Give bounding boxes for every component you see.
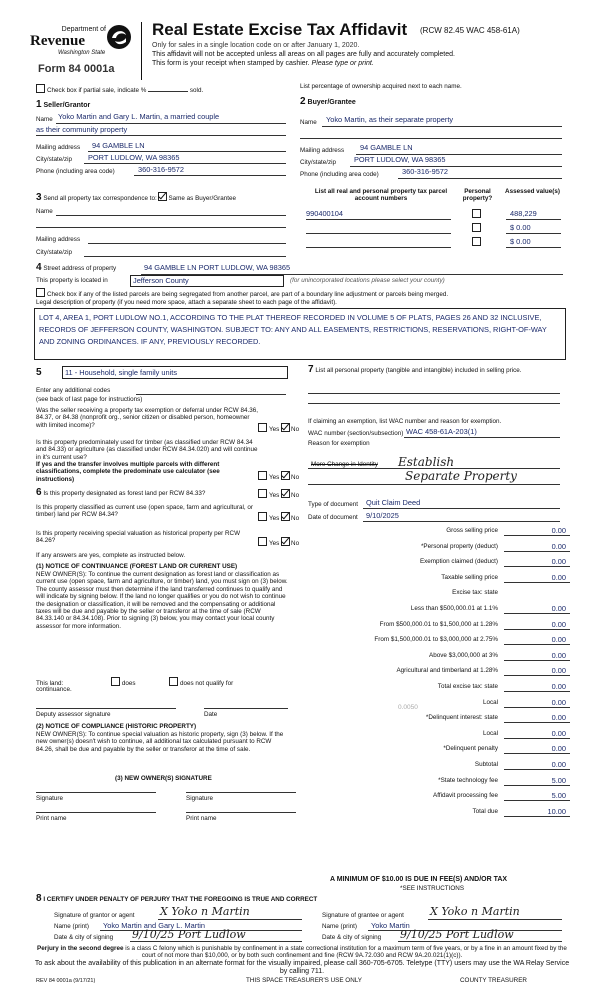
buyer-city-label: City/state/zip [300, 159, 337, 166]
seller-name-2[interactable]: as their community property [36, 125, 128, 134]
legal-description[interactable]: LOT 4, AREA 1, PORT LUDLOW NO.1, ACCORDING TO THE PLAT THEREOF RECORDED IN VOLUME 5 OF PLATS, PAGES 26 AND 32 INCLUSIVE, RECORDS OF JEFFERSON COUNTY, WASHINGTON. SUBJECT TO: ANY AND ALL EASEMENTS, RESTRICTIONS, RESERVATIONS, RIGHT-OF-WAY AND ZONING ORDINANCES. IF ANY, PREVIOUSLY RECORDED. [34, 308, 566, 360]
historic-heading: (2) NOTICE OF COMPLIANCE (HISTORIC PROPERTY) [36, 723, 197, 730]
rev-number: REV 84 0001a (9/17/21) [36, 978, 96, 984]
parcels-col3: Assessed value(s) [505, 188, 560, 195]
this-land-row: This land: does does not qualify for [36, 677, 233, 687]
parcel-row [306, 208, 566, 220]
tax-row-line [504, 566, 570, 567]
s3-mail-label: Mailing address [36, 236, 81, 243]
personal-property-checkbox[interactable] [472, 209, 481, 218]
s5-q2b: If yes and the transfer involves multiple parcels with different classifications, complete the predominate use calculator (see instructions) [36, 461, 220, 483]
new-owner-print-line-2 [186, 812, 296, 813]
tax-row-value[interactable]: 10.00 [547, 806, 566, 816]
q2-yes-checkbox[interactable] [258, 471, 267, 480]
grantor-name[interactable]: Yoko Martin and Gary L. Martin [103, 921, 206, 930]
tax-row-label: Gross selling price [446, 527, 498, 534]
forest-no-checkbox[interactable] [281, 489, 290, 498]
doc-date-line [363, 521, 560, 522]
current-use-yes-checkbox[interactable] [258, 512, 267, 521]
parcel-value-line [506, 233, 561, 234]
historic-body: NEW OWNER(S): To continue special valuation as historic property, sign (3) below. If the new owner(s) doesn't wish to continue, all additional tax calculated pursuant to RCW 84.26, shall be due and payable by the seller or transferor at the time of sale. [36, 731, 284, 753]
parcel-acct-line [306, 247, 451, 248]
parcel-acct-line [306, 233, 451, 234]
reason-handwritten-2[interactable]: Separate Property [405, 469, 517, 483]
tax-row-value[interactable]: 0.00 [551, 744, 566, 754]
s3-name-line [56, 215, 286, 216]
does-not-checkbox[interactable] [169, 677, 178, 686]
tax-row-line [504, 753, 570, 754]
q1-yes-checkbox[interactable] [258, 423, 267, 432]
minimum-note: A MINIMUM OF $10.00 IS DUE IN FEE(S) AND/OR TAX [330, 876, 508, 883]
print-label-1: Print name [36, 815, 67, 822]
seller-phone-line [134, 175, 286, 176]
new-owner-print-line-1 [36, 812, 156, 813]
tax-row-label: From $500,000.01 to $1,500,000 at 1.28% [379, 620, 498, 628]
tax-row-line [504, 660, 570, 661]
tax-row-line [504, 800, 570, 801]
ownership-note: List percentage of ownership acquired next to each name. [300, 83, 462, 90]
grantee-sig-line [428, 919, 562, 920]
tax-row-line [504, 722, 570, 723]
parcel-row [306, 222, 566, 234]
wac-number[interactable]: WAC 458-61A-203(1) [406, 427, 477, 436]
located-note: (for unincorporated locations please select your county) [290, 277, 445, 284]
buyer-phone-label: Phone (including area code) [300, 171, 379, 178]
tax-row-line [504, 551, 570, 552]
parcel-acct-line [306, 219, 451, 220]
deputy-line [36, 708, 176, 709]
buyer-mail-label: Mailing address [300, 147, 345, 154]
tax-row-value[interactable]: 0.00 [551, 682, 566, 691]
grantee-signature[interactable]: X Yoko n Martin [430, 905, 520, 918]
seller-phone-label: Phone (including area code) [36, 168, 115, 175]
buyer-name-line [322, 126, 562, 127]
tax-row-label: *Delinquent penalty [443, 745, 498, 753]
parcel-acct[interactable]: 990400104 [306, 209, 343, 218]
buyer-name-1[interactable]: Yoko Martin, as their separate property [326, 115, 454, 124]
sig-label-1: Signature [36, 795, 63, 802]
grantee-date-label: Date & city of signing [322, 934, 382, 941]
reason-line-2 [308, 484, 560, 485]
tax-row-value[interactable]: 0.00 [551, 728, 566, 738]
grantor-name-label: Name (print) [54, 923, 89, 930]
see-back: (see back of last page for instructions) [36, 396, 143, 403]
tax-row-label: Local [482, 698, 498, 706]
s5-q2-answer: Yes No [258, 471, 299, 481]
same-as-buyer-checkbox[interactable] [158, 192, 167, 201]
personal-prop-line-2 [308, 403, 560, 404]
grantor-date-city[interactable]: 9/10/25 Port Ludlow [132, 928, 246, 941]
current-use-no-checkbox[interactable] [281, 512, 290, 521]
s6-q1: 6 Is this property designated as forest land per RCW 84.33? [36, 487, 206, 498]
doc-type-line [363, 508, 560, 509]
seller-heading: 1 Seller/Grantor [36, 99, 91, 110]
personal-prop-line-1 [308, 393, 560, 394]
seller-name-1[interactable]: Yoko Martin and Gary L. Martin, a married couple [58, 112, 220, 121]
personal-property-checkbox[interactable] [472, 237, 481, 246]
s6-q3: Is this property receiving special valuation as historical property per RCW 84.26? [36, 530, 241, 545]
tax-row-label: Taxable selling price [441, 573, 498, 581]
sig-label-2: Signature [186, 795, 213, 802]
doc-type[interactable]: Quit Claim Deed [366, 498, 421, 507]
grantee-date-city[interactable]: 9/10/25 Port Ludlow [400, 928, 514, 941]
street-label-row: 4 Street address of property [36, 262, 117, 273]
seller-city-line [84, 163, 286, 164]
certify: 8 I CERTIFY UNDER PENALTY OF PERJURY THAT THE FOREGOING IS TRUE AND CORRECT [36, 893, 318, 904]
tax-row-label: Subtotal [474, 761, 498, 768]
reason-struck: More Change in Identity [311, 461, 378, 468]
grantee-name-label: Name (print) [322, 923, 357, 930]
use-code-select[interactable]: 11 - Household, single family units [62, 366, 288, 379]
adjust-row: Check box if any of the listed parcels are being segregated from another parcel, are part of a boundary line adjustment or parcels being merged. [36, 288, 448, 298]
see-instructions: *SEE INSTRUCTIONS [400, 885, 465, 892]
tax-row-label: Total excise tax: state [437, 683, 498, 690]
tax-row-value[interactable]: 0.00 [551, 697, 566, 707]
tax-row-value[interactable]: 0.00 [551, 572, 566, 582]
seller-mail-label: Mailing address [36, 144, 81, 151]
tax-row-line [504, 644, 570, 645]
tax-row-label: Less than $500,000.01 at 1.1% [410, 605, 498, 612]
exempt-text: If claiming an exemption, list WAC number and reason for exemption. [308, 418, 502, 425]
forest-yes-checkbox[interactable] [258, 489, 267, 498]
grantor-sig-label: Signature of grantor or agent [54, 912, 135, 919]
tax-row-value[interactable]: 0.00 [551, 541, 566, 551]
buyer-heading: 2 Buyer/Grantee [300, 96, 356, 107]
reason-label: Reason for exemption [308, 440, 370, 447]
buyer-city-line [350, 166, 562, 167]
tax-row-label: Exemption claimed (deduct) [419, 558, 498, 566]
tax-row-label: Local [482, 729, 498, 737]
local-rate: 0.0050 [398, 704, 418, 711]
s6-q2-answer: Yes No [258, 512, 299, 522]
s3-name-label: Name [36, 208, 53, 215]
s7-text: 7 List all personal property (tangible and intangible) included in selling price. [308, 364, 522, 375]
grantor-date-label: Date & city of signing [54, 934, 114, 941]
treasurer-only: THIS SPACE TREASURER'S USE ONLY [246, 977, 362, 984]
parcel-row [306, 236, 566, 248]
tax-row-label: *Delinquent interest: state [425, 714, 498, 722]
seller-city-label: City/state/zip [36, 156, 73, 163]
q2-no-checkbox[interactable] [281, 471, 290, 480]
new-owner-sig-line-2 [186, 792, 296, 793]
tax-row-label: *State technology fee [438, 776, 498, 784]
deputy-date-line [204, 708, 288, 709]
buyer-phone-line [398, 178, 562, 179]
personal-property-checkbox[interactable] [472, 223, 481, 232]
buyer-name-line2 [300, 138, 562, 139]
deputy-date-label: Date [204, 711, 218, 718]
parcel-value-line [506, 219, 561, 220]
tax-row-value[interactable]: 0.00 [551, 526, 566, 535]
tax-row-line [504, 738, 570, 739]
historic-yes-checkbox[interactable] [258, 537, 267, 546]
historic-no-checkbox[interactable] [281, 537, 290, 546]
tax-row-label: Agricultural and timberland at 1.28% [396, 667, 498, 675]
header-sub3: This form is your receipt when stamped by cashier. Please type or print. [152, 60, 374, 67]
tax-row-line [504, 535, 570, 536]
tax-row-line [504, 675, 570, 676]
s5-q1-answer: Yes No [258, 423, 299, 433]
seller-city[interactable]: PORT LUDLOW, WA 98365 [88, 153, 180, 162]
parcel-value-line [506, 247, 561, 248]
parcel-value[interactable]: $ 0.00 [510, 237, 531, 246]
header-sub1: Only for sales in a single location code on or after January 1, 2020. [152, 42, 360, 49]
header-sub2: This affidavit will not be accepted unless all areas on all pages are fully and accurately completed. [152, 51, 455, 58]
reason-handwritten-1[interactable]: Establish [398, 455, 455, 469]
tax-row-line [504, 707, 570, 708]
tax-row-line [504, 582, 570, 583]
section3-line: 3 Send all property tax correspondence to: Same as Buyer/Grantee [36, 192, 237, 203]
wac-label: WAC number (section/subsection) [308, 430, 404, 437]
grantor-date-line [130, 941, 302, 942]
tax-row-label: Excise tax: state [452, 589, 498, 597]
buyer-phone[interactable]: 360-316-9572 [402, 167, 449, 176]
tax-row-label: *Personal property (deduct) [420, 542, 498, 550]
tax-row-line [504, 691, 570, 692]
seller-name-line [56, 123, 286, 124]
grantee-sig-label: Signature of grantee or agent [322, 912, 404, 919]
tax-row-label: From $1,500,000.01 to $3,000,000 at 2.75% [374, 636, 498, 644]
s6-if-yes: If any answers are yes, complete as instructed below. [36, 552, 186, 559]
s3-city-label: City/state/zip [36, 249, 73, 256]
continuance-word: continuance. [36, 686, 72, 693]
grantor-signature[interactable]: X Yoko n Martin [160, 905, 250, 918]
segregate-checkbox[interactable] [36, 288, 45, 297]
tax-row-value[interactable]: 0.00 [551, 666, 566, 676]
seller-phone[interactable]: 360-316-9572 [138, 165, 185, 174]
tax-row-value[interactable]: 0.00 [551, 604, 566, 613]
tax-row-line [504, 769, 570, 770]
new-owner-sig-line-1 [36, 792, 156, 793]
section5-num: 5 [36, 367, 42, 378]
print-label-2: Print name [186, 815, 217, 822]
parcel-value[interactable]: 488,229 [510, 209, 537, 218]
s6-q2: Is this property classified as current use (open space, farm and agricultural, or timber) land per RCW 84.34? [36, 504, 253, 519]
county-treasurer: COUNTY TREASURER [460, 977, 527, 984]
grantor-sig-line [158, 919, 302, 920]
dor-swirl-icon [106, 24, 132, 50]
continuance-body: NEW OWNER(S): To continue the current designation as forest land or classification as current use (open space, farm and agriculture, or timber) land, you must sign on (3) below. The county assessor must then determine if the land transferred continues to qualify and will indicate by signing below. If the land no longer qualifies or you do not wish to continue the designation or classification, it will be removed and the compensating or additional taxes will be due and payable by the seller or transferor at the time of sale (RCW 84.33.140 or 84.34.108). Prior to signing (3) below, you may contact your local county assessor for more information. [36, 571, 288, 630]
parcels-col1: List all real and personal property tax parcel account numbers [314, 188, 448, 203]
buyer-mail[interactable]: 94 GAMBLE LN [360, 143, 413, 152]
dept-line1: Department of [61, 26, 106, 33]
header-divider [141, 22, 142, 80]
s6-q1-answer: Yes No [258, 489, 299, 499]
parcels-col2: Personal property? [462, 188, 493, 203]
new-owner-heading: (3) NEW OWNER(S) SIGNATURE [115, 775, 212, 782]
add-codes-line [136, 394, 286, 395]
grantee-date-line [398, 941, 562, 942]
seller-name-label: Name [36, 116, 53, 123]
buyer-name-label: Name [300, 119, 317, 126]
continuance-heading: (1) NOTICE OF CONTINUANCE (FOREST LAND OR CURRENT USE) [36, 563, 238, 570]
dor-logo [30, 22, 140, 82]
tax-row-line [504, 629, 570, 630]
s3-name-line2 [36, 227, 286, 228]
doc-type-label: Type of document [308, 501, 359, 508]
legal-label: Legal description of property (if you need more space, attach a separate sheet to each page of the affidavit). [36, 299, 337, 306]
deputy-label: Deputy assessor signature [36, 711, 111, 718]
tax-row-line [504, 785, 570, 786]
wac-line [404, 437, 560, 438]
buyer-city[interactable]: PORT LUDLOW, WA 98365 [354, 155, 446, 164]
q1-no-checkbox[interactable] [281, 423, 290, 432]
seller-name-line2 [36, 135, 286, 136]
seller-mail-line [88, 151, 286, 152]
s5-q2: Is this property predominately used for timber (as classified under RCW 84.34 and 84.33) or agriculture (as classified under RCW 84.34.020) and will continue in it's current use? [36, 439, 258, 461]
s3-mail-line [88, 243, 286, 244]
does-checkbox[interactable] [111, 677, 120, 686]
dept-line2: Revenue [30, 33, 85, 49]
tax-row-value[interactable]: 5.00 [551, 791, 566, 801]
tax-row-value[interactable]: 5.00 [551, 775, 566, 785]
tax-row-value[interactable]: 0.00 [551, 650, 566, 660]
tax-row-value[interactable]: 0.00 [551, 557, 566, 567]
tax-row-line [504, 613, 570, 614]
county-select[interactable]: Jefferson County [130, 275, 284, 287]
tax-row-label: Affidavit processing fee [433, 792, 498, 800]
tax-row-label: Above $3,000,000 at 3% [429, 651, 498, 659]
form-title: Real Estate Excise Tax Affidavit [152, 20, 408, 39]
form-number: Form 84 0001a [38, 63, 115, 75]
s5-q1: Was the seller receiving a property tax exemption or deferral under RCW 84.36, 84.37, or 84.38 (nonprofit org., senior citizen or disabled person, homeowner with limited income)? [36, 407, 259, 429]
s6-q3-answer: Yes No [258, 537, 299, 547]
perjury-notice: Perjury in the second degree is a class C felony which is punishable by confinement in a state correctional institution for a maximum term of five years, or by a fine in an amount fixed by the court of not more than $10,000, or by both such confinement and fine (RCW 9A.72.030 and RCW 9A.20.021(1)(c)). [37, 945, 567, 959]
alt-format-notice: To ask about the availability of this publication in an alternate format for the visually impaired, please call 360-705-6705. Teletype (TTY) users may use the WA Relay Service by calling 711. [34, 960, 570, 975]
add-codes-label: Enter any additional codes [36, 387, 111, 394]
tax-row-value[interactable]: 0.00 [551, 713, 566, 723]
tax-row-label: Total due [472, 807, 498, 815]
dept-line3: Washington State [58, 50, 106, 56]
form-rcw: (RCW 82.45 WAC 458-61A) [420, 26, 520, 35]
partial-sale-checkbox[interactable] [36, 84, 45, 93]
street-address[interactable]: 94 GAMBLE LN PORT LUDLOW, WA 98365 [144, 263, 291, 272]
tax-row-line [504, 816, 570, 817]
tax-row-value[interactable]: 0.00 [551, 760, 566, 769]
doc-date[interactable]: 9/10/2025 [366, 511, 399, 520]
located-label: This property is located in [36, 277, 108, 284]
partial-sale-row: Check box if partial sale, indicate % sold. [36, 84, 203, 94]
seller-mail[interactable]: 94 GAMBLE LN [92, 141, 145, 150]
grantee-name[interactable]: Yoko Martin [371, 921, 410, 930]
doc-date-label: Date of document [308, 514, 358, 521]
tax-row-value[interactable]: 0.00 [551, 619, 566, 629]
s3-city-line [84, 256, 286, 257]
tax-row-value[interactable]: 0.00 [551, 635, 566, 645]
parcel-value[interactable]: $ 0.00 [510, 223, 531, 232]
